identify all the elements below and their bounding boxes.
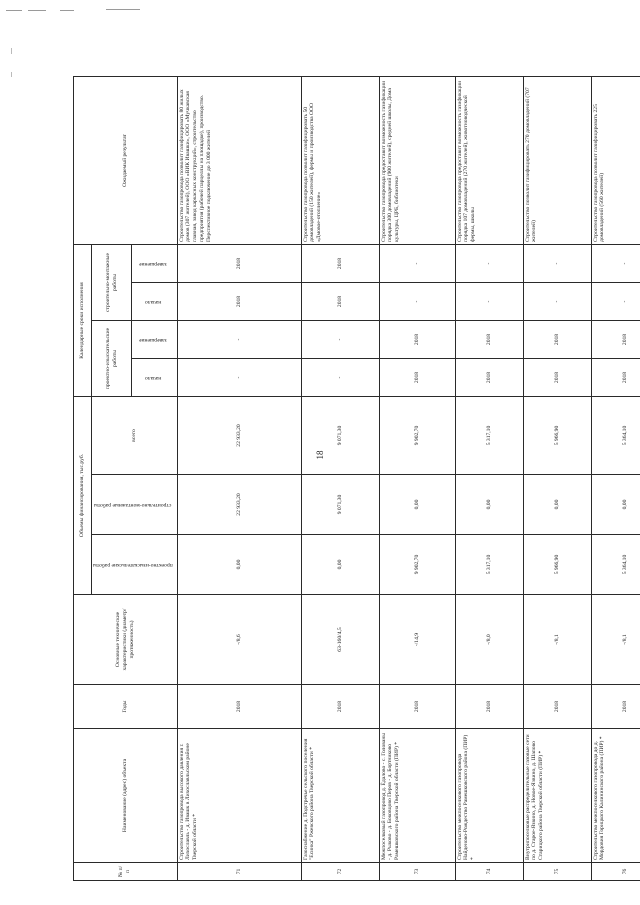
row-design-cost: 9 902,70 <box>379 535 455 595</box>
row-design-start: 2018 <box>455 359 523 397</box>
row-design-start: 2018 <box>523 359 591 397</box>
row-years: 2018 <box>301 685 379 729</box>
row-construction-cost: 22 933,20 <box>177 475 301 535</box>
header-construction-start: начало <box>132 283 177 321</box>
row-total-cost: 5 317,10 <box>455 397 523 475</box>
document-sheet <box>73 77 628 881</box>
row-years: 2018 <box>177 685 301 729</box>
row-design-cost: 5 317,10 <box>455 535 523 595</box>
row-total-cost: 9 902,70 <box>379 397 455 475</box>
margin-tick <box>11 72 12 77</box>
row-years: 2018 <box>523 685 591 729</box>
header-construction-works: строительно-монтажные работы <box>92 475 178 535</box>
header-name: Наименование (адрес) объекта <box>74 729 178 863</box>
row-construction-start: - <box>591 283 640 321</box>
row-object-name: Строительство газопровода высокого давления г. Лихославль - д. Ивашк в Лихославльском районе Тверской области * <box>177 729 301 863</box>
row-object-name: Внутрипоселковые распределительные газовые сети по д. Староe-Язвино, д. Новое-Язвино, д. Шапово Старицкого района Тверской области (ПИР) * <box>523 729 591 863</box>
table-row <box>523 77 591 881</box>
row-num: 71 <box>177 863 301 881</box>
table-row <box>379 77 455 881</box>
table-row <box>455 77 523 881</box>
row-result: Строительство позволит газифицировать 270 домовладений (707 жителей) <box>523 77 591 245</box>
row-characteristics: -/8,0 <box>455 595 523 685</box>
row-design-start: - <box>177 359 301 397</box>
row-construction-cost: 9 071,30 <box>301 475 379 535</box>
row-design-cost: 0,00 <box>301 535 379 595</box>
row-construction-end: - <box>523 245 591 283</box>
row-construction-start: 2018 <box>301 283 379 321</box>
row-construction-end: - <box>455 245 523 283</box>
row-construction-cost: 0,00 <box>523 475 591 535</box>
row-construction-start: - <box>379 283 455 321</box>
header-characteristics: Основные технические характеристики (диаметр/ протяженность) <box>74 595 178 685</box>
row-years: 2018 <box>591 685 640 729</box>
header-calendar-group: Календарные сроки исполнения <box>74 245 92 397</box>
row-result: Строительство газопровода позволит газифицировать 50 домовладений (150 жителей), фермы и производства ООО «Дмовое-отопление» <box>301 77 379 245</box>
row-total-cost: 9 071,30 <box>301 397 379 475</box>
scan-artifact <box>60 10 74 11</box>
header-financing-group: Объемы финансирования, тыс.руб. <box>74 397 92 595</box>
row-design-start: 2018 <box>591 359 640 397</box>
row-construction-end: 2018 <box>301 245 379 283</box>
row-construction-end: 2018 <box>177 245 301 283</box>
row-result: Строительство газопровода позволит газифицировать 225 домовладений (560 жителей) <box>591 77 640 245</box>
row-construction-start: - <box>455 283 523 321</box>
header-design-works: проектно-изыскательские работы <box>92 535 178 595</box>
row-design-cost: 5 966,90 <box>523 535 591 595</box>
header-design-start: начало <box>132 359 177 397</box>
row-years: 2018 <box>455 685 523 729</box>
header-result: Ожидаемый результат <box>74 77 178 245</box>
row-object-name: Строительство межпоселкового газопровода Найденово-Рождество Рамешковского района (ПИР) * <box>455 729 523 863</box>
row-object-name: Газоснабжение д. Подстречье сельского поселения "Есинка" Ржевского района Тверской области * <box>301 729 379 863</box>
header-design-period: проектно-изыскательские работы <box>92 321 132 397</box>
row-num: 73 <box>379 863 455 881</box>
row-characteristics: -/8,1 <box>591 595 640 685</box>
scan-artifact <box>6 10 22 11</box>
row-num: 74 <box>455 863 523 881</box>
header-total: всего <box>92 397 178 475</box>
row-result: Строительство газопровода предоставит возможность газификации порядка 107 домовладений (270 жителей), животноводческой фермы, школы <box>455 77 523 245</box>
row-num: 72 <box>301 863 379 881</box>
row-construction-end: - <box>379 245 455 283</box>
row-characteristics: 63-160/4,5 <box>301 595 379 685</box>
row-construction-end: - <box>591 245 640 283</box>
row-design-start: 2018 <box>379 359 455 397</box>
table-row <box>177 77 301 881</box>
row-total-cost: 5 966,90 <box>523 397 591 475</box>
row-total-cost: 5 364,10 <box>591 397 640 475</box>
row-construction-start: 2018 <box>177 283 301 321</box>
row-design-end: 2018 <box>455 321 523 359</box>
row-construction-start: - <box>523 283 591 321</box>
row-design-end: 2018 <box>379 321 455 359</box>
row-construction-cost: 0,00 <box>455 475 523 535</box>
row-design-end: - <box>177 321 301 359</box>
margin-tick <box>11 48 12 54</box>
row-num: 75 <box>523 863 591 881</box>
header-construction-period: строительно-монтажные работы <box>92 245 132 321</box>
row-result: Строительство газопровода позволит газифицировать 80 жилых домов (307 жителей), ООО «ВИК Ивашки», ООО «Мучкавская главная, завод каркасных конструкций», строительство предприятия (рабочей парцеллы на площадке), производство. Перспективное подключение до 3 000 жителей <box>177 77 301 245</box>
header-design-end: завершение <box>132 321 177 359</box>
row-characteristics: -/8,6 <box>177 595 301 685</box>
row-construction-cost: 0,00 <box>379 475 455 535</box>
row-total-cost: 22 933,20 <box>177 397 301 475</box>
row-num: 76 <box>591 863 640 881</box>
table-row <box>301 77 379 881</box>
row-object-name: Межпоселковый газопровод д. Ёдалово - с. Голованы - д. Рыково - д. Боковцово Перов - д. Бортниково Рамешковского района Тверской области (ПИР) * <box>379 729 455 863</box>
row-design-end: 2018 <box>591 321 640 359</box>
row-characteristics: -/8,1 <box>523 595 591 685</box>
row-design-start: - <box>301 359 379 397</box>
header-num: № п/п <box>74 863 178 881</box>
header-years: Годы <box>74 685 178 729</box>
financing-table <box>73 76 640 881</box>
page-number: 18 <box>315 450 325 460</box>
row-characteristics: -/14,9 <box>379 595 455 685</box>
row-design-cost: 5 364,10 <box>591 535 640 595</box>
row-years: 2018 <box>379 685 455 729</box>
row-construction-cost: 0,00 <box>591 475 640 535</box>
header-construction-end: завершение <box>132 245 177 283</box>
row-design-cost: 0,00 <box>177 535 301 595</box>
row-design-end: 2018 <box>523 321 591 359</box>
scan-artifact <box>28 10 46 11</box>
row-design-end: - <box>301 321 379 359</box>
row-result: Строительство газопровода предоставит возможность газификации порядка 300 домовладений (900 жителей), средней школы, Дома культуры, ЦРБ, библиотеки <box>379 77 455 245</box>
table-row <box>591 77 640 881</box>
row-object-name: Строительство межпоселкового газопровода до д. Мордовия Горицкого Калининского района (ПИР) * <box>591 729 640 863</box>
scan-artifact <box>106 9 140 10</box>
